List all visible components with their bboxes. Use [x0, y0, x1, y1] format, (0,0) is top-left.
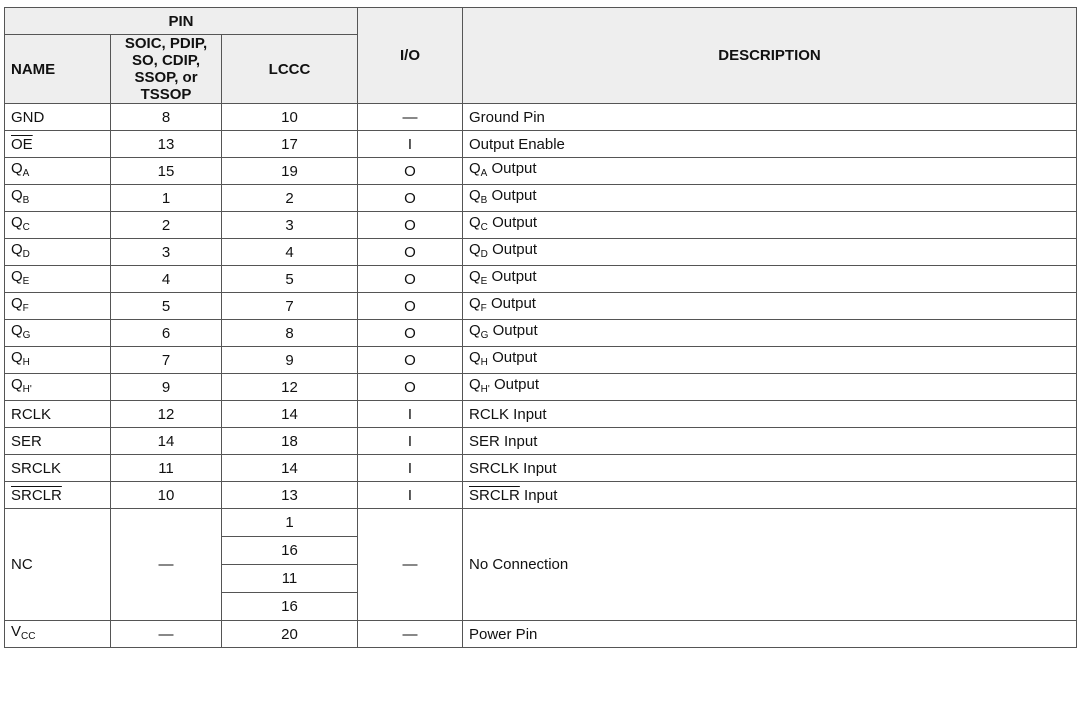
pin-name-text: Q	[11, 322, 23, 339]
lccc-pin-number: 16	[222, 537, 358, 565]
description-prefix: Q	[469, 376, 481, 393]
pin-name-text: Q	[11, 295, 23, 312]
soic-pin-number: 5	[111, 293, 222, 320]
pin-description	[463, 347, 1077, 374]
pin-description	[463, 104, 1077, 131]
soic-pin-number: 10	[111, 482, 222, 509]
soic-pin-number: 8	[111, 104, 222, 131]
description-prefix: Q	[469, 268, 481, 285]
pin-name	[5, 347, 111, 374]
table-row	[5, 401, 1077, 428]
description-prefix: Q	[469, 295, 481, 312]
pin-description	[463, 401, 1077, 428]
table-row	[5, 131, 1077, 158]
soic-pin-number: 11	[111, 455, 222, 482]
io-type: I	[358, 401, 463, 428]
pin-description	[463, 131, 1077, 158]
soic-pin-number: 14	[111, 428, 222, 455]
soic-pin-number: 13	[111, 131, 222, 158]
soic-pin-number: 12	[111, 401, 222, 428]
description-prefix: Q	[469, 214, 481, 231]
table-row	[5, 266, 1077, 293]
pin-name: NC	[5, 509, 111, 621]
pin-name	[5, 428, 111, 455]
pin-description	[463, 212, 1077, 239]
pin-name	[5, 158, 111, 185]
lccc-pin-number: 13	[222, 482, 358, 509]
pin-name-text: RCLK	[11, 405, 52, 423]
lccc-pin-number: 14	[222, 455, 358, 482]
pin-description: No Connection	[463, 509, 1077, 621]
io-type: O	[358, 347, 463, 374]
soic-pin-number: —	[111, 621, 222, 648]
table-row	[5, 212, 1077, 239]
table-row	[5, 239, 1077, 266]
table-row	[5, 320, 1077, 347]
pin-description	[463, 428, 1077, 455]
lccc-pin-number: 16	[222, 593, 358, 621]
description-subscript: A	[480, 168, 488, 179]
pin-description	[463, 239, 1077, 266]
io-type: O	[358, 158, 463, 185]
pin-name-text: SRCLR	[11, 486, 62, 504]
lccc-pin-number: 10	[222, 104, 358, 131]
pin-name-subscript: G	[22, 330, 31, 341]
pin-name-subscript: C	[22, 222, 30, 233]
lccc-pin-number: 8	[222, 320, 358, 347]
lccc-pin-number: 12	[222, 374, 358, 401]
description-text: Output	[487, 349, 538, 366]
pin-name-text: SRCLK	[11, 459, 62, 477]
lccc-pin-number: 7	[222, 293, 358, 320]
pin-name	[5, 320, 111, 347]
table-row	[5, 374, 1077, 401]
pin-name-text: Q	[11, 187, 23, 204]
description-subscript: C	[480, 222, 488, 233]
lccc-pin-number: 1	[222, 509, 358, 537]
io-type: O	[358, 266, 463, 293]
io-type: I	[358, 455, 463, 482]
pin-name-text: Q	[11, 376, 23, 393]
io-type: —	[358, 621, 463, 648]
io-header: I/O	[358, 8, 463, 104]
io-type: I	[358, 428, 463, 455]
pin-description	[463, 266, 1077, 293]
lccc-pin-number: 11	[222, 565, 358, 593]
table-row	[5, 158, 1077, 185]
pin-name-text: GND	[11, 108, 45, 126]
description-subscript: H'	[480, 384, 490, 395]
soic-pin-number: 3	[111, 239, 222, 266]
pin-group-header: PIN	[5, 8, 358, 35]
lccc-pin-number: 5	[222, 266, 358, 293]
soic-pin-number: 7	[111, 347, 222, 374]
lccc-pin-number: 2	[222, 185, 358, 212]
lccc-pin-number: 18	[222, 428, 358, 455]
io-type: I	[358, 482, 463, 509]
table-row	[5, 621, 1077, 648]
description-text: Output	[487, 268, 537, 285]
description-subscript: G	[480, 330, 489, 341]
description-overline-text: SRCLR	[469, 486, 520, 504]
lccc-pin-number: 19	[222, 158, 358, 185]
soic-pin-number: 1	[111, 185, 222, 212]
lccc-header: LCCC	[222, 35, 358, 104]
io-type: O	[358, 185, 463, 212]
table-row	[5, 347, 1077, 374]
pin-name	[5, 185, 111, 212]
pin-name-text: SER	[11, 432, 42, 450]
io-type: O	[358, 293, 463, 320]
pin-name	[5, 401, 111, 428]
description-text: Output	[486, 295, 536, 312]
pin-name-text: Q	[11, 214, 23, 231]
pin-name	[5, 239, 111, 266]
description-prefix: Q	[469, 241, 481, 258]
description-text: SER Input	[469, 432, 538, 450]
description-subscript: B	[480, 195, 488, 206]
description-text: Output	[489, 376, 540, 393]
soic-pin-number: 6	[111, 320, 222, 347]
description-text: Input	[519, 486, 558, 504]
table-row	[5, 482, 1077, 509]
description-text: Output	[488, 322, 538, 339]
pin-name-subscript: E	[22, 276, 30, 287]
description-subscript: H	[480, 357, 488, 368]
lccc-pin-number: 17	[222, 131, 358, 158]
pin-name-subscript: H'	[22, 384, 32, 395]
pin-name-subscript: F	[22, 303, 29, 314]
pin-name-subscript: H	[22, 357, 30, 368]
description-text: RCLK Input	[469, 405, 547, 423]
description-text: Output	[487, 214, 538, 231]
lccc-pin-number: 14	[222, 401, 358, 428]
soic-pin-number: 9	[111, 374, 222, 401]
description-header: DESCRIPTION	[463, 8, 1077, 104]
soic-header: SOIC, PDIP, SO, CDIP, SSOP, or TSSOP	[111, 35, 222, 104]
lccc-pin-number: 4	[222, 239, 358, 266]
description-text: Output Enable	[469, 135, 565, 153]
description-text: SRCLK Input	[469, 459, 557, 477]
lccc-pin-number: 9	[222, 347, 358, 374]
pin-description	[463, 482, 1077, 509]
pin-name	[5, 212, 111, 239]
name-header: NAME	[5, 35, 111, 104]
description-text: Output	[487, 241, 538, 258]
io-type: O	[358, 239, 463, 266]
description-text: Output	[487, 160, 537, 177]
table-row	[5, 293, 1077, 320]
io-type: —	[358, 104, 463, 131]
pin-name-text: Q	[11, 241, 23, 258]
description-subscript: D	[480, 249, 488, 260]
pin-functions-table	[4, 7, 1077, 648]
lccc-pin-number: 20	[222, 621, 358, 648]
description-subscript: F	[480, 303, 487, 314]
pin-name-text: V	[11, 623, 22, 640]
description-prefix: Q	[469, 187, 481, 204]
pin-name	[5, 482, 111, 509]
soic-pin-number: 15	[111, 158, 222, 185]
pin-description	[463, 374, 1077, 401]
io-type: —	[358, 509, 463, 621]
pin-name-text: Q	[11, 268, 23, 285]
pin-name	[5, 293, 111, 320]
table-row	[5, 185, 1077, 212]
soic-pin-number: 4	[111, 266, 222, 293]
pin-description: Power Pin	[463, 621, 1077, 648]
pin-name	[5, 131, 111, 158]
pin-description	[463, 320, 1077, 347]
pin-description	[463, 293, 1077, 320]
io-type: O	[358, 212, 463, 239]
table-row	[5, 104, 1077, 131]
pin-name	[5, 455, 111, 482]
description-text: Ground Pin	[469, 108, 545, 126]
description-prefix: Q	[469, 322, 481, 339]
pin-name	[5, 621, 111, 648]
io-type: O	[358, 320, 463, 347]
pin-name	[5, 104, 111, 131]
pin-description	[463, 455, 1077, 482]
pin-name-text: Q	[11, 349, 23, 366]
table-row	[5, 455, 1077, 482]
pin-name-subscript: D	[22, 249, 30, 260]
pin-description	[463, 185, 1077, 212]
table-row	[5, 428, 1077, 455]
pin-name-subscript: CC	[21, 631, 36, 642]
table-row	[5, 509, 1077, 537]
pin-name-subscript: A	[22, 168, 30, 179]
pin-description	[463, 158, 1077, 185]
io-type: I	[358, 131, 463, 158]
pin-name-subscript: B	[22, 195, 30, 206]
io-type: O	[358, 374, 463, 401]
pin-name	[5, 266, 111, 293]
pin-name-text: $\overline{OE}$	[11, 135, 33, 153]
lccc-pin-number: 3	[222, 212, 358, 239]
soic-pin-number: 2	[111, 212, 222, 239]
description-subscript: E	[480, 276, 488, 287]
pin-name-text: Q	[11, 160, 23, 177]
table-body	[5, 104, 1077, 648]
description-prefix: Q	[469, 349, 481, 366]
soic-pin-number: —	[111, 509, 222, 621]
pin-name	[5, 374, 111, 401]
description-text: Output	[487, 187, 537, 204]
description-prefix: Q	[469, 160, 481, 177]
